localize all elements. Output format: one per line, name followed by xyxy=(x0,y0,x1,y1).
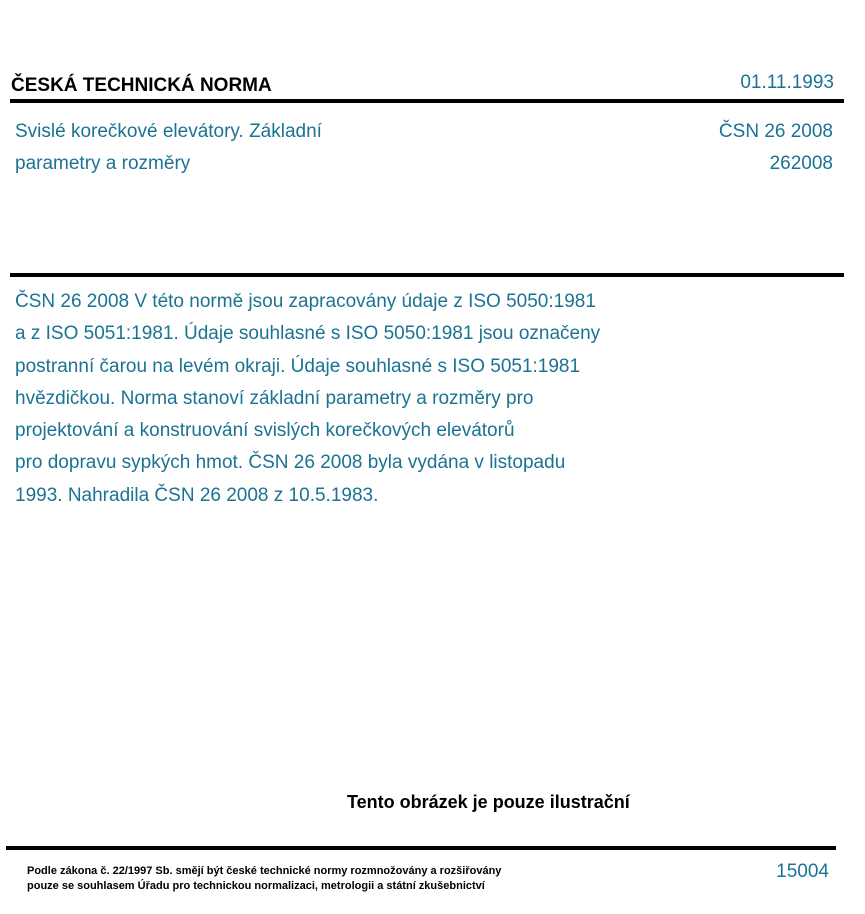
legal-notice xyxy=(27,864,501,894)
abstract-line: postranní čarou na levém okraji. Údaje souhlasné s ISO 5051:1981 xyxy=(15,355,581,377)
legal-line-1: Podle zákona č. 22/1997 Sb. smějí být české technické normy rozmnožovány a rozšiřovány xyxy=(27,865,502,877)
abstract-line: a z ISO 5051:1981. Údaje souhlasné s ISO 5050:1981 jsou označeny xyxy=(15,323,601,345)
illustrative-notice: Tento obrázek je pouze ilustrační xyxy=(347,792,630,812)
abstract-text xyxy=(15,286,600,512)
page-number: 15004 xyxy=(776,861,829,882)
standard-subject xyxy=(15,116,322,180)
catalog-number: 262008 xyxy=(769,153,833,174)
legal-line-2: pouze se souhlasem Úřadu pro technickou normalizaci, metrologii a státní zkušebnictví xyxy=(27,880,485,892)
document-type-title: ČESKÁ TECHNICKÁ NORMA xyxy=(11,75,272,96)
standard-codes xyxy=(719,116,833,180)
subject-line-1: Svislé korečkové elevátory. Základní xyxy=(15,121,322,142)
abstract-line: projektování a konstruování svislých korečkových elevátorů xyxy=(15,420,515,442)
bottom-divider xyxy=(6,846,836,850)
publication-date: 01.11.1993 xyxy=(740,72,834,93)
abstract-line: ČSN 26 2008 V této normě jsou zapracovány údaje z ISO 5050:1981 xyxy=(15,291,596,312)
abstract-line: pro dopravu sypkých hmot. ČSN 26 2008 byla vydána v listopadu xyxy=(15,452,566,474)
abstract-line: hvězdičkou. Norma stanoví základní parametry a rozměry pro xyxy=(15,387,534,409)
standard-code: ČSN 26 2008 xyxy=(718,121,833,142)
top-divider xyxy=(10,99,844,103)
middle-divider xyxy=(10,273,844,277)
abstract-line: 1993. Nahradila ČSN 26 2008 z 10.5.1983. xyxy=(15,484,379,506)
subject-line-2: parametry a rozměry xyxy=(15,153,191,174)
